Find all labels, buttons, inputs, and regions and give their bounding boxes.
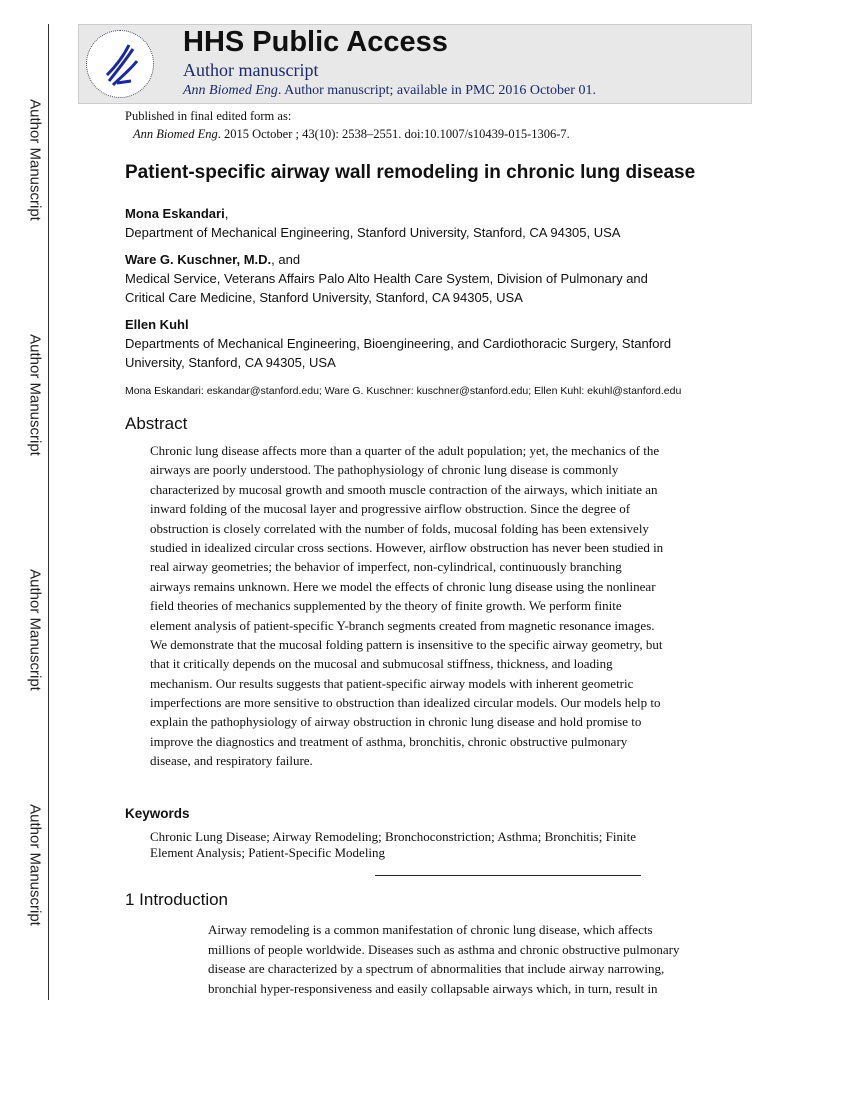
affiliation: Critical Care Medicine, Stanford University, Stanford, CA 94305, USA: [125, 290, 523, 305]
text-line: that it critically depends on the mucosal and submucosal stiffness, thickness, and loading: [150, 656, 613, 672]
text-line: Chronic lung disease affects more than a quarter of the adult population; yet, the mechanics of the: [150, 443, 660, 458]
text-line: inward folding of the mucosal layer and progressive airflow obstruction. Since the degree of: [150, 501, 631, 517]
text-line: disease, and respiratory failure.: [150, 753, 313, 769]
author-name: Ellen Kuhl: [125, 317, 189, 332]
published-label: Published in final edited form as:: [125, 109, 292, 123]
text-line: imperfections are more sensitive to obstruction than idealized circular models. Our models help to: [150, 695, 661, 711]
text-line: bronchial hyper-responsiveness and easily collapsable airways which, in turn, result in: [208, 980, 658, 996]
affiliation: University, Stanford, CA 94305, USA: [125, 355, 336, 370]
citation-text: . 2015 October ; 43(10): 2538–2551. doi:10.1007/s10439-015-1306-7.: [217, 127, 570, 141]
paper-title: Patient-specific airway wall remodeling in chronic lung disease: [125, 162, 696, 183]
text-line: characterized by mucosal growth and smooth muscle contraction of the airways, which initiate an: [150, 481, 658, 497]
author-sep: , and: [271, 252, 301, 267]
availability-text: . Author manuscript; available in PMC 2016 October 01.: [277, 83, 596, 98]
hhs-eagle-logo-icon: [86, 30, 154, 98]
text-line: We demonstrate that the mucosal folding pattern is insensitive to the specific airway geometry, but: [150, 636, 663, 652]
text-line: millions of people worldwide. Diseases such as asthma and chronic obstructive pulmonary: [208, 941, 680, 957]
author-name: Mona Eskandari: [125, 206, 225, 221]
manuscript-label: Author manuscript: [183, 60, 319, 80]
text-line: airways are poorly understood. The pathophysiology of chronic lung disease is commonly: [150, 462, 619, 478]
intro-body: [208, 920, 680, 998]
text-line: improve the diagnostics and treatment of asthma, bronchitis, chronic obstructive pulmonary: [150, 733, 628, 749]
text-line: disease are characterized by a spectrum of abnormalities that include airway narrowing,: [208, 961, 665, 977]
text-line: real airway geometries; the behavior of imperfect, non-cylindrical, continuously branching: [150, 559, 622, 575]
section-divider: [375, 875, 641, 876]
author-block: [125, 204, 671, 372]
text-line: Chronic Lung Disease; Airway Remodeling; Bronchoconstriction; Asthma; Bronchitis; Finite: [150, 829, 636, 844]
author-sep: ,: [224, 206, 229, 221]
keywords-heading: Keywords: [125, 806, 190, 821]
side-label: Author Manuscript: [26, 99, 44, 221]
margin-rule: [48, 24, 49, 1000]
journal-name: Ann Biomed Eng: [133, 127, 218, 141]
author-name: Ware G. Kuschner, M.D.: [125, 252, 272, 267]
journal-name: Ann Biomed Eng: [183, 83, 278, 98]
abstract-body: [150, 441, 663, 771]
affiliation: Medical Service, Veterans Affairs Palo Alto Health Care System, Division of Pulmonary and: [125, 271, 648, 286]
affiliation: Department of Mechanical Engineering, Stanford University, Stanford, CA 94305, USA: [125, 225, 621, 240]
text-line: mechanism. Our results suggests that patient-specific airway models with inherent geometric: [150, 675, 634, 691]
side-label: Author Manuscript: [26, 569, 44, 691]
abstract-heading: Abstract: [125, 414, 188, 433]
side-label: Author Manuscript: [26, 804, 44, 926]
intro-heading: 1 Introduction: [125, 890, 229, 909]
text-line: studied in idealized circular cross sections. However, airflow obstruction has never been studied in: [150, 539, 664, 555]
text-line: element analysis of patient-specific Y-branch segments created from magnetic resonance images.: [150, 617, 655, 633]
availability-line: [183, 82, 596, 99]
keywords-list: [150, 829, 636, 861]
text-line: airways remains unknown. Here we model the effects of chronic lung disease using the nonlinear: [150, 578, 656, 594]
text-line: explain the pathophysiology of airway obstruction in chronic lung disease and hold promise to: [150, 714, 642, 730]
hhs-title: HHS Public Access: [183, 26, 448, 58]
text-line: field theories of mechanics supplemented by the theory of finite growth. We perform finite: [150, 598, 622, 614]
author-emails: Mona Eskandari: eskandar@stanford.edu; Ware G. Kuschner: kuschner@stanford.edu; Ellen Kuhl: ekuhl@stanford.edu: [125, 385, 682, 397]
affiliation: Departments of Mechanical Engineering, Bioengineering, and Cardiothoracic Surgery, Stanford: [125, 336, 672, 351]
text-line: obstruction is closely correlated with the number of folds, mucosal folding has been extensively: [150, 520, 649, 536]
text-line: Airway remodeling is a common manifestation of chronic lung disease, which affects: [208, 922, 653, 937]
citation: [133, 126, 570, 142]
text-line: Element Analysis; Patient-Specific Modeling: [150, 845, 386, 860]
side-label: Author Manuscript: [26, 334, 44, 456]
